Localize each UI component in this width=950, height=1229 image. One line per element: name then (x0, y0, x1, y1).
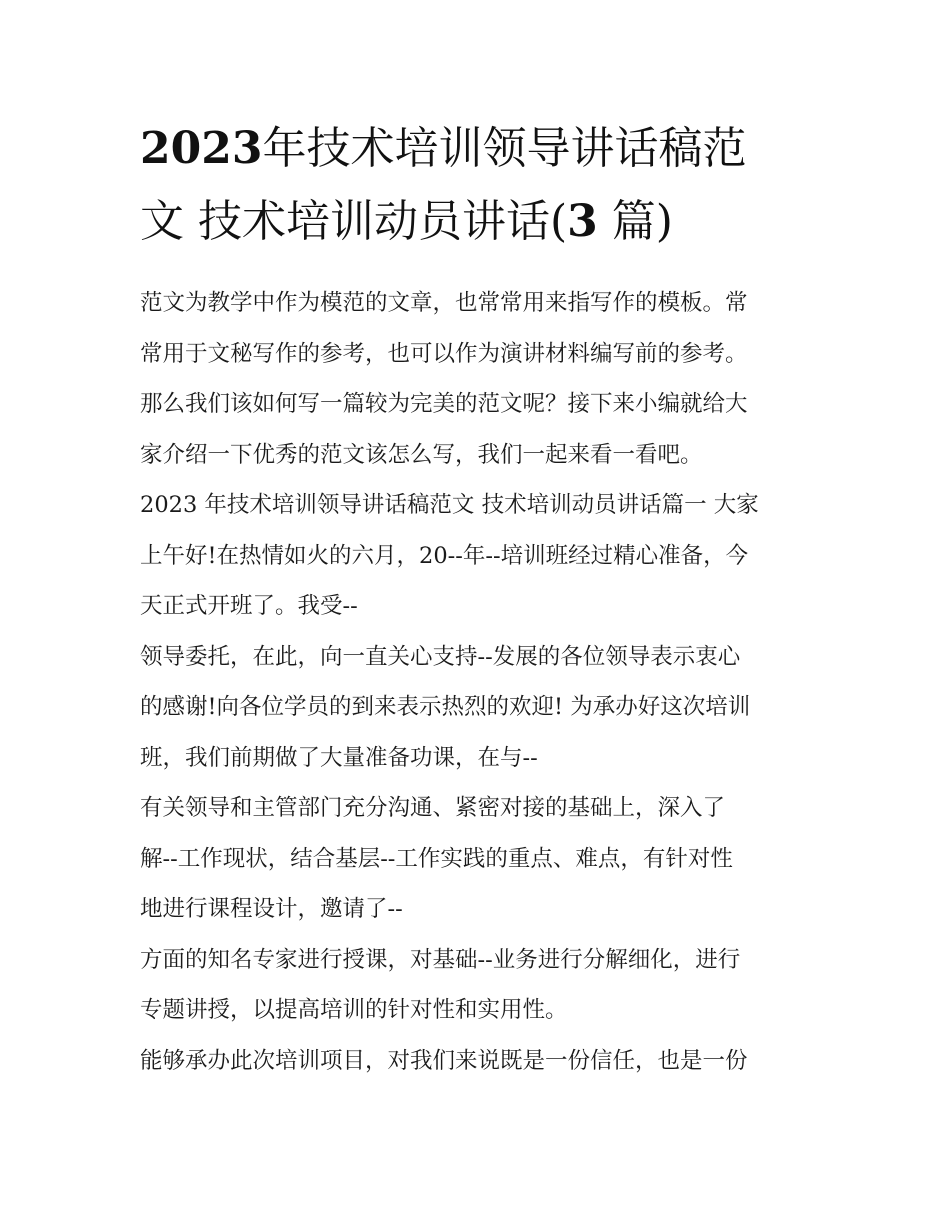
body-line: 专题讲授，以提高培训的针对性和实用性。 (140, 997, 568, 1023)
body-line: 的感谢!向各位学员的到来表示热烈的欢迎! 为承办好这次培训 (140, 694, 751, 720)
body-line: 2023 年技术培训领导讲话稿范文 技术培训动员讲话篇一 大家 (140, 492, 759, 518)
title-line2-text: 文 技术培训动员讲话( (140, 196, 568, 247)
title-line1-text: 年技术培训领导讲话稿范 (262, 123, 747, 174)
body-line: 那么我们该如何写一篇较为完美的范文呢？接下来小编就给大 (140, 391, 748, 417)
body-line: 能够承办此次培训项目，对我们来说既是一份信任，也是一份 (140, 1047, 748, 1074)
body-line: 范文为教学中作为模范的文章，也常常用来指写作的模板。常 (140, 290, 748, 316)
body-line: 天正式开班了。我受-- (140, 593, 358, 619)
document-title (140, 112, 820, 258)
title-line2-end: 篇) (597, 196, 673, 247)
body-line: 地进行课程设计，邀请了-- (140, 896, 403, 922)
title-year: 2023 (140, 123, 263, 174)
body-line: 方面的知名专家进行授课，对基础--业务进行分解细化，进行 (140, 946, 741, 973)
document-body (140, 278, 820, 1086)
body-line: 家介绍一下优秀的范文该怎么写，我们一起来看一看吧。 (140, 441, 703, 468)
body-line: 常用于文秘写作的参考，也可以作为演讲材料编写前的参考。 (140, 340, 748, 367)
body-line: 领导委托，在此，向一直关心支持--发展的各位领导表示衷心 (140, 643, 741, 670)
body-line: 解--工作现状，结合基层--工作实践的重点、难点，有针对性 (140, 845, 733, 872)
body-line: 上午好!在热情如火的六月，20--年--培训班经过精心准备，今 (140, 542, 749, 569)
body-line: 班，我们前期做了大量准备功课，在与-- (140, 744, 538, 771)
title-count: 3 (567, 196, 598, 247)
body-line: 有关领导和主管部门充分沟通、紧密对接的基础上，深入了 (140, 795, 726, 821)
